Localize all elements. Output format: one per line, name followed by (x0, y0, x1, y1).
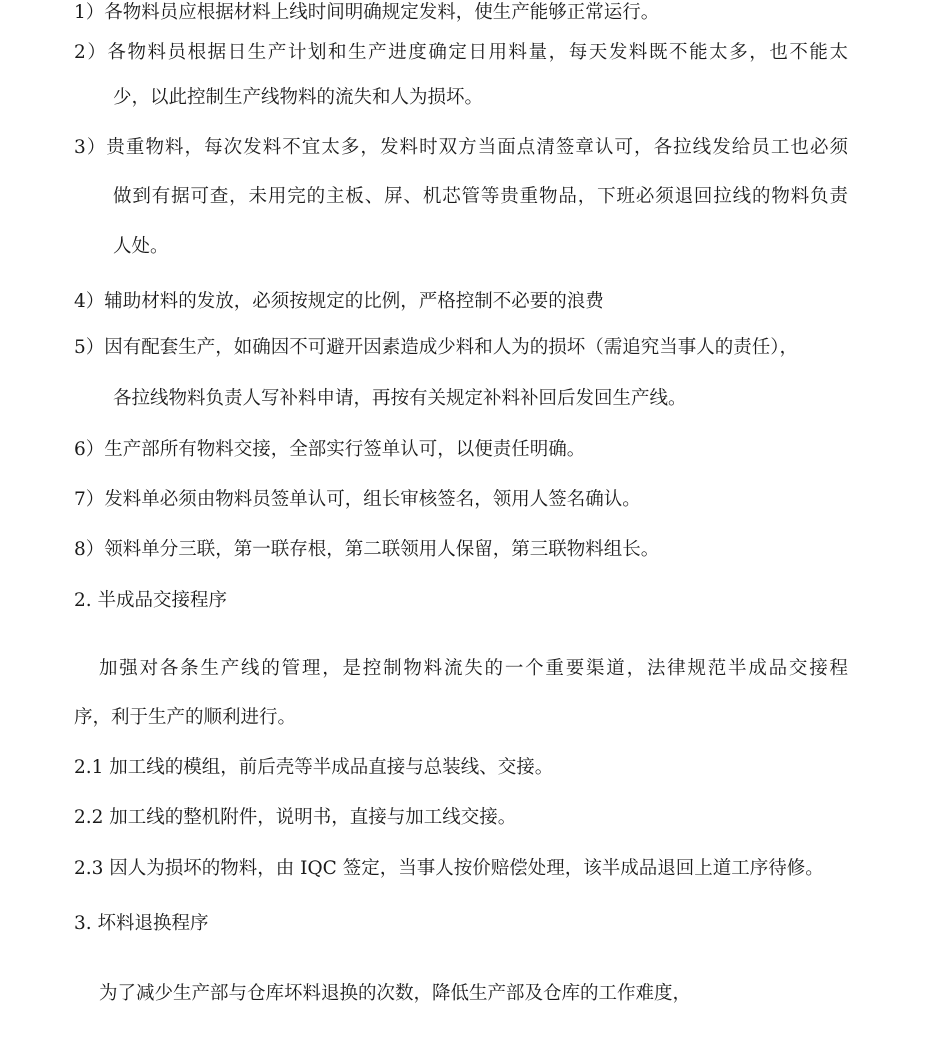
text-line: 为了减少生产部与仓库坏料退换的次数，降低生产部及仓库的工作难度， (99, 983, 692, 1004)
text-line: 2）各物料员根据日生产计划和生产进度确定日用料量，每天发料既不能太多，也不能太 (74, 42, 848, 63)
text-line: 少，以此控制生产线物料的流失和人为损坏。 (113, 87, 484, 108)
text-line: 2.3 因人为损坏的物料，由 IQC 签定，当事人按价赔偿处理，该半成品退回上道工序待修。 (74, 858, 824, 879)
text-line: 做到有据可查，未用完的主板、屏、机芯管等贵重物品，下班必须退回拉线的物料负责 (113, 186, 848, 207)
section-heading: 3. 坏料退换程序 (74, 913, 209, 934)
text-line: 序，利于生产的顺利进行。 (74, 707, 297, 728)
section-heading: 2. 半成品交接程序 (74, 590, 228, 611)
text-line: 2.2 加工线的整机附件，说明书，直接与加工线交接。 (74, 807, 517, 828)
text-line: 7）发料单必须由物料员签单认可，组长审核签名，领用人签名确认。 (74, 489, 641, 510)
text-line: 5）因有配套生产，如确因不可避开因素造成少料和人为的损坏（需追究当事人的责任）， (74, 337, 799, 358)
text-line: 各拉线物料负责人写补料申请，再按有关规定补料补回后发回生产线。 (113, 388, 687, 409)
text-line: 6）生产部所有物料交接，全部实行签单认可，以便责任明确。 (74, 439, 586, 460)
text-line: 3）贵重物料，每次发料不宜太多，发料时双方当面点清签章认可，各拉线发给员工也必须 (74, 137, 848, 158)
text-line: 8）领料单分三联，第一联存根，第二联领用人保留，第三联物料组长。 (74, 539, 660, 560)
text-line: 1）各物料员应根据材料上线时间明确规定发料，使生产能够正常运行。 (74, 2, 660, 23)
text-line: 2.1 加工线的模组，前后壳等半成品直接与总装线、交接。 (74, 757, 554, 778)
text-line: 4）辅助材料的发放，必须按规定的比例，严格控制不必要的浪费 (74, 291, 604, 312)
text-line: 人处。 (113, 236, 169, 257)
text-line: 加强对各条生产线的管理，是控制物料流失的一个重要渠道，法律规范半成品交接程 (99, 658, 848, 679)
